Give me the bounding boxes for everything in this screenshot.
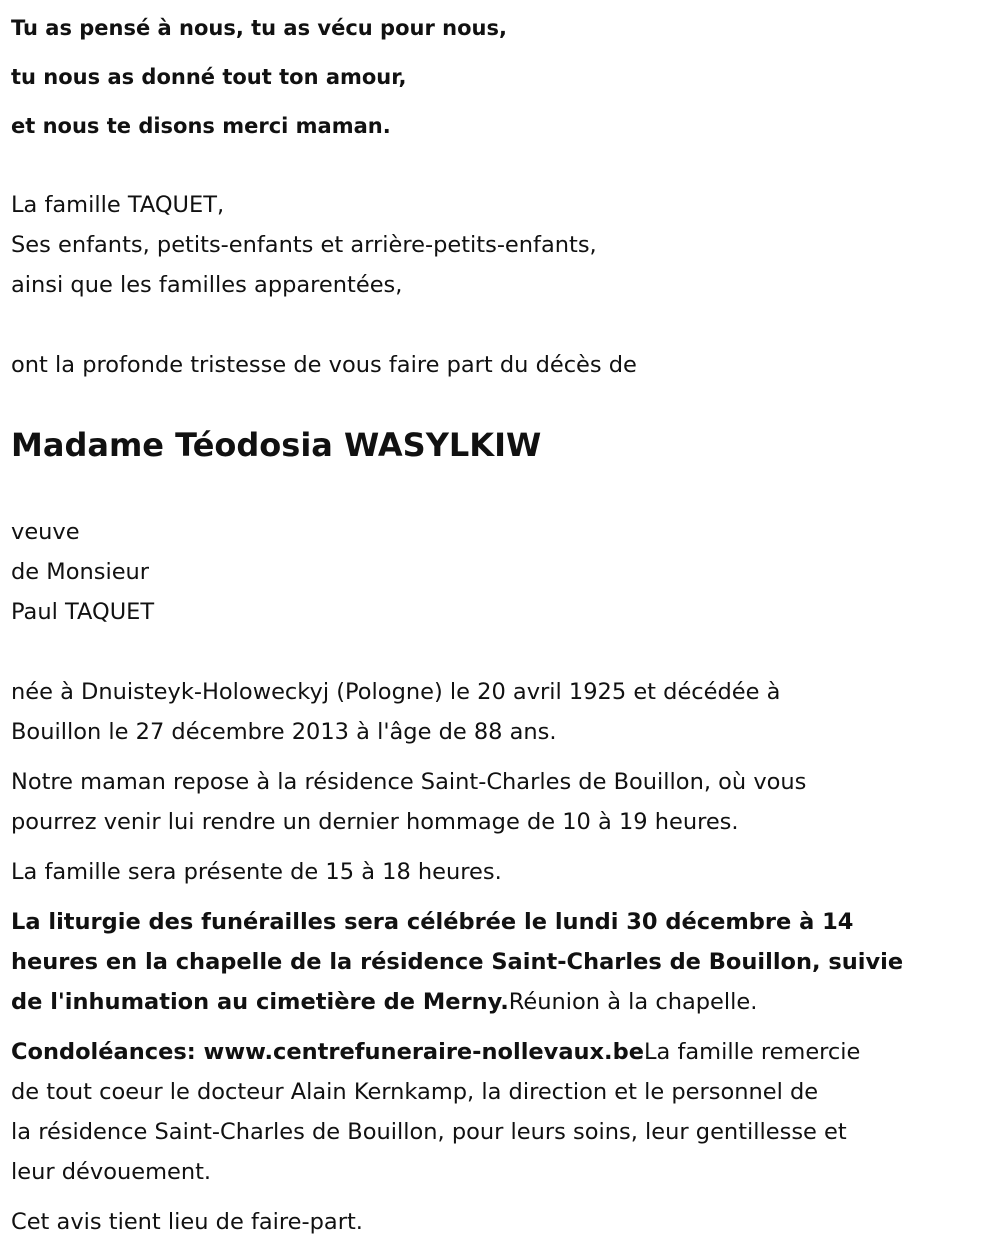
family-line: La famille TAQUET, xyxy=(11,192,225,218)
funeral-line: La liturgie des funérailles sera célébrée le lundi 30 décembre à 14 xyxy=(11,909,854,935)
widow-of xyxy=(11,512,994,632)
family-present xyxy=(11,852,994,892)
resting-line: Notre maman repose à la résidence Saint-Charles de Bouillon, où vous xyxy=(11,769,807,795)
poem-line: Tu as pensé à nous, tu as vécu pour nous, xyxy=(11,16,507,40)
widow-line: veuve xyxy=(11,519,80,545)
closing-text: Cet avis tient lieu de faire-part. xyxy=(11,1209,363,1235)
condolences-link[interactable]: www.centrefuneraire-nollevaux.be xyxy=(203,1039,644,1065)
deceased-name: Madame Téodosia WASYLKIW xyxy=(11,426,542,464)
closing xyxy=(11,1202,994,1242)
poem xyxy=(11,4,994,151)
funeral-line: de l'inhumation au cimetière de Merny. xyxy=(11,989,509,1015)
resting-line: pourrez venir lui rendre un dernier hommage de 10 à 19 heures. xyxy=(11,809,739,835)
poem-line: et nous te disons merci maman. xyxy=(11,114,391,138)
condolences-label: Condoléances: xyxy=(11,1039,204,1065)
funeral-line: heures en la chapelle de la résidence Saint-Charles de Bouillon, suivie xyxy=(11,949,904,975)
thanks-text: La famille remercie xyxy=(643,1039,861,1065)
funeral-tail: Réunion à la chapelle. xyxy=(508,989,758,1015)
condolences xyxy=(11,1032,994,1192)
widow-line: de Monsieur xyxy=(11,559,150,585)
birth-death-line: Bouillon le 27 décembre 2013 à l'âge de 88 ans. xyxy=(11,719,557,745)
announcement-text: ont la profonde tristesse de vous faire part du décès de xyxy=(11,352,637,378)
resting-place xyxy=(11,762,994,842)
family-line: Ses enfants, petits-enfants et arrière-petits-enfants, xyxy=(11,232,597,258)
family-list xyxy=(11,185,994,305)
birth-death-line: née à Dnuisteyk-Holoweckyj (Pologne) le 20 avril 1925 et décédée à xyxy=(11,679,781,705)
thanks-line: de tout coeur le docteur Alain Kernkamp, la direction et le personnel de xyxy=(11,1079,819,1105)
poem-line: tu nous as donné tout ton amour, xyxy=(11,65,407,89)
thanks-line: leur dévouement. xyxy=(11,1159,212,1185)
family-present-text: La famille sera présente de 15 à 18 heures. xyxy=(11,859,502,885)
birth-death xyxy=(11,672,994,752)
announcement xyxy=(11,345,994,385)
widow-line: Paul TAQUET xyxy=(11,599,155,625)
family-line: ainsi que les familles apparentées, xyxy=(11,272,403,298)
funeral-details xyxy=(11,902,994,1022)
thanks-line: la résidence Saint-Charles de Bouillon, pour leurs soins, leur gentillesse et xyxy=(11,1119,847,1145)
